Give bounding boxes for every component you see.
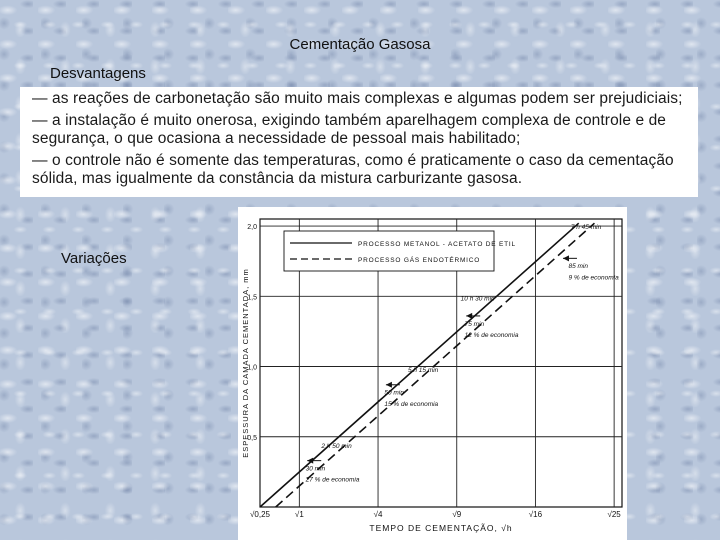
x-tick-label: √0,25 (250, 510, 270, 519)
chart-annotation: 30 min (305, 465, 326, 473)
desvantagens-item-1: — as reações de carbonetação são muito mais complexas e algumas podem ser prejudiciais; (32, 90, 683, 107)
chart-annotation: 50 min (384, 389, 404, 397)
desvantagens-item-3: — o controle não é somente das temperaturas, como é praticamente o caso da cementação sólida, mas igualmente da constância da mistura carburizante gasosa. (32, 151, 674, 187)
section-label-desvantagens: Desvantagens (50, 65, 146, 82)
y-tick-label: 1,5 (247, 294, 257, 302)
chart-annotation: 9 % de economia (568, 274, 619, 282)
x-tick-label: √16 (528, 510, 543, 519)
x-axis-label: TEMPO DE CEMENTAÇÃO, √h (369, 523, 513, 533)
chart-annotation: 75 min (464, 320, 485, 328)
x-tick-label: √25 (607, 510, 621, 519)
chart-svg (238, 207, 627, 540)
legend-entry: PROCESSO GÁS ENDOTÉRMICO (358, 257, 481, 264)
annotation-arrow-head (563, 255, 569, 261)
chart-annotation: 2 h 50 min (321, 442, 352, 450)
chart-annotation: 5 h 15 min (407, 367, 439, 375)
chart-annotation: 10 h 30 min (460, 295, 495, 303)
annotation-arrow-head (386, 382, 392, 388)
cementation-chart (238, 207, 627, 540)
chart-annotation: 27 % de economia (305, 476, 360, 484)
section-label-variacoes: Variações (61, 250, 127, 267)
annotation-arrow-head (466, 313, 472, 319)
y-tick-label: 0,5 (247, 434, 257, 442)
y-axis-label: ESPESSURA DA CAMADA CEMENTADA, mm (241, 268, 250, 458)
x-tick-label: √4 (373, 510, 383, 519)
y-tick-label: 2,0 (247, 224, 257, 232)
chart-annotation: 12 % de economia (464, 332, 519, 340)
legend-entry: PROCESSO METANOL - ACETATO DE ETIL (358, 241, 516, 248)
chart-annotation: 15 % de economia (384, 400, 439, 408)
desvantagens-text-box (20, 87, 698, 197)
slide-title: Cementação Gasosa (289, 36, 431, 53)
y-tick-label: 1,0 (247, 364, 257, 372)
x-tick-label: √9 (452, 510, 462, 519)
x-tick-label: √1 (294, 510, 304, 519)
legend-box (284, 231, 494, 271)
chart-annotation: 7 h 45 min (570, 223, 602, 231)
desvantagens-item-2: — a instalação é muito onerosa, exigindo também aparelhagem complexa de controle e de segurança, o que ocasiona a necessidade de pessoal mais habilitado; (32, 111, 667, 147)
chart-annotation: 85 min (568, 263, 589, 271)
